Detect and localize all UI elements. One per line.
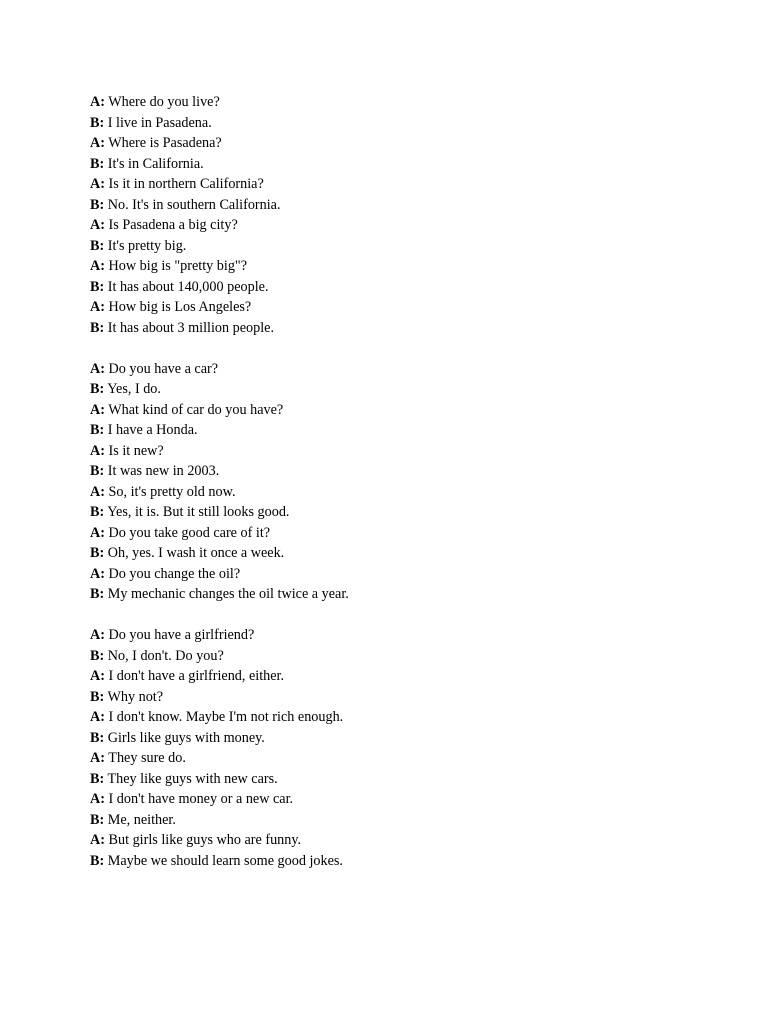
line-text: Why not?: [104, 688, 164, 705]
speaker-label: A:: [90, 176, 105, 192]
dialogue-line: [90, 133, 730, 154]
dialogue-line: [90, 256, 730, 277]
line-text: I live in Pasadena.: [104, 114, 212, 131]
line-text: Where is Pasadena?: [104, 135, 222, 151]
dialogue-line: [90, 174, 730, 195]
line-text: Maybe we should learn some good jokes.: [104, 852, 343, 869]
line-text: So, it's pretty old now.: [104, 483, 236, 500]
dialogue-line: [90, 236, 730, 257]
line-text: I don't know. Maybe I'm not rich enough.: [104, 709, 344, 725]
dialogue-line: [90, 564, 730, 585]
dialogue-line: [90, 420, 730, 441]
speaker-label: B:: [90, 729, 105, 746]
line-text: It's in California.: [104, 155, 204, 172]
speaker-label: A:: [90, 135, 105, 151]
speaker-label: B:: [90, 811, 105, 828]
line-text: What kind of car do you have?: [104, 401, 284, 418]
document-page: [90, 92, 730, 892]
speaker-label: A:: [90, 360, 105, 377]
speaker-label: B:: [90, 319, 105, 336]
dialogue-line: [90, 400, 730, 421]
dialogue-line: [90, 789, 730, 810]
line-text: Where do you live?: [104, 94, 220, 110]
speaker-label: A:: [90, 565, 105, 582]
dialogue-line: [90, 830, 730, 851]
speaker-label: A:: [90, 401, 105, 418]
dialogue-car: [90, 359, 730, 605]
dialogue-line: [90, 543, 730, 564]
speaker-label: A:: [90, 668, 105, 684]
line-text: I have a Honda.: [104, 422, 198, 438]
line-text: Do you change the oil?: [104, 565, 241, 582]
line-text: It has about 140,000 people.: [104, 278, 269, 295]
dialogue-line: [90, 277, 730, 298]
dialogue-line: [90, 482, 730, 503]
speaker-label: B:: [90, 155, 105, 172]
dialogue-line: [90, 666, 730, 687]
speaker-label: B:: [90, 586, 105, 602]
line-text: I don't have money or a new car.: [104, 791, 294, 807]
dialogue-line: [90, 195, 730, 216]
speaker-label: B:: [90, 422, 105, 438]
speaker-label: B:: [90, 114, 105, 131]
line-text: It has about 3 million people.: [104, 319, 275, 336]
speaker-label: B:: [90, 463, 105, 479]
line-text: But girls like guys who are funny.: [104, 832, 302, 848]
speaker-label: A:: [90, 258, 105, 274]
dialogue-line: [90, 769, 730, 790]
speaker-label: B:: [90, 504, 105, 520]
speaker-label: B:: [90, 770, 105, 787]
dialogue-line: [90, 707, 730, 728]
line-text: I don't have a girlfriend, either.: [104, 668, 285, 684]
speaker-label: A:: [90, 709, 105, 725]
dialogue-line: [90, 297, 730, 318]
speaker-label: B:: [90, 688, 105, 705]
dialogue-line: [90, 92, 730, 113]
dialogue-girlfriend: [90, 625, 730, 871]
speaker-label: A:: [90, 750, 105, 766]
speaker-label: A:: [90, 483, 105, 500]
speaker-label: A:: [90, 627, 105, 643]
dialogue-line: [90, 646, 730, 667]
dialogue-line: [90, 851, 730, 872]
line-text: Do you have a car?: [104, 360, 219, 377]
dialogue-line: [90, 441, 730, 462]
dialogue-line: [90, 502, 730, 523]
dialogue-line: [90, 154, 730, 175]
dialogue-line: [90, 379, 730, 400]
line-text: Is Pasadena a big city?: [104, 217, 238, 233]
dialogue-line: [90, 748, 730, 769]
line-text: How big is Los Angeles?: [104, 299, 252, 315]
speaker-label: A:: [90, 791, 105, 807]
speaker-label: A:: [90, 299, 105, 315]
dialogue-line: [90, 113, 730, 134]
speaker-label: A:: [90, 94, 105, 110]
line-text: Yes, I do.: [104, 381, 161, 397]
speaker-label: B:: [90, 647, 105, 664]
dialogue-line: [90, 687, 730, 708]
dialogue-line: [90, 215, 730, 236]
line-text: They sure do.: [104, 750, 186, 766]
speaker-label: B:: [90, 278, 105, 295]
line-text: Do you have a girlfriend?: [104, 627, 255, 643]
line-text: Yes, it is. But it still looks good.: [104, 504, 290, 520]
speaker-label: A:: [90, 217, 105, 233]
dialogue-line: [90, 318, 730, 339]
speaker-label: B:: [90, 381, 105, 397]
dialogue-line: [90, 584, 730, 605]
speaker-label: B:: [90, 196, 105, 213]
line-text: It was new in 2003.: [104, 463, 220, 479]
line-text: No. It's in southern California.: [104, 196, 281, 213]
line-text: Is it in northern California?: [104, 176, 264, 192]
line-text: Do you take good care of it?: [104, 524, 271, 541]
dialogue-line: [90, 810, 730, 831]
line-text: No, I don't. Do you?: [104, 647, 224, 664]
dialogue-line: [90, 359, 730, 380]
speaker-label: B:: [90, 237, 105, 254]
line-text: It's pretty big.: [104, 237, 187, 254]
line-text: How big is "pretty big"?: [104, 258, 247, 274]
line-text: My mechanic changes the oil twice a year.: [104, 586, 349, 602]
speaker-label: A:: [90, 442, 105, 459]
speaker-label: A:: [90, 832, 105, 848]
speaker-label: B:: [90, 545, 105, 561]
dialogue-line: [90, 461, 730, 482]
line-text: Is it new?: [104, 442, 164, 459]
line-text: Me, neither.: [104, 811, 176, 828]
speaker-label: A:: [90, 524, 105, 541]
line-text: Oh, yes. I wash it once a week.: [104, 545, 285, 561]
dialogue-line: [90, 728, 730, 749]
line-text: Girls like guys with money.: [104, 729, 265, 746]
dialogue-where-do-you-live: [90, 92, 730, 338]
line-text: They like guys with new cars.: [104, 770, 278, 787]
speaker-label: B:: [90, 852, 105, 869]
dialogue-line: [90, 625, 730, 646]
dialogue-line: [90, 523, 730, 544]
